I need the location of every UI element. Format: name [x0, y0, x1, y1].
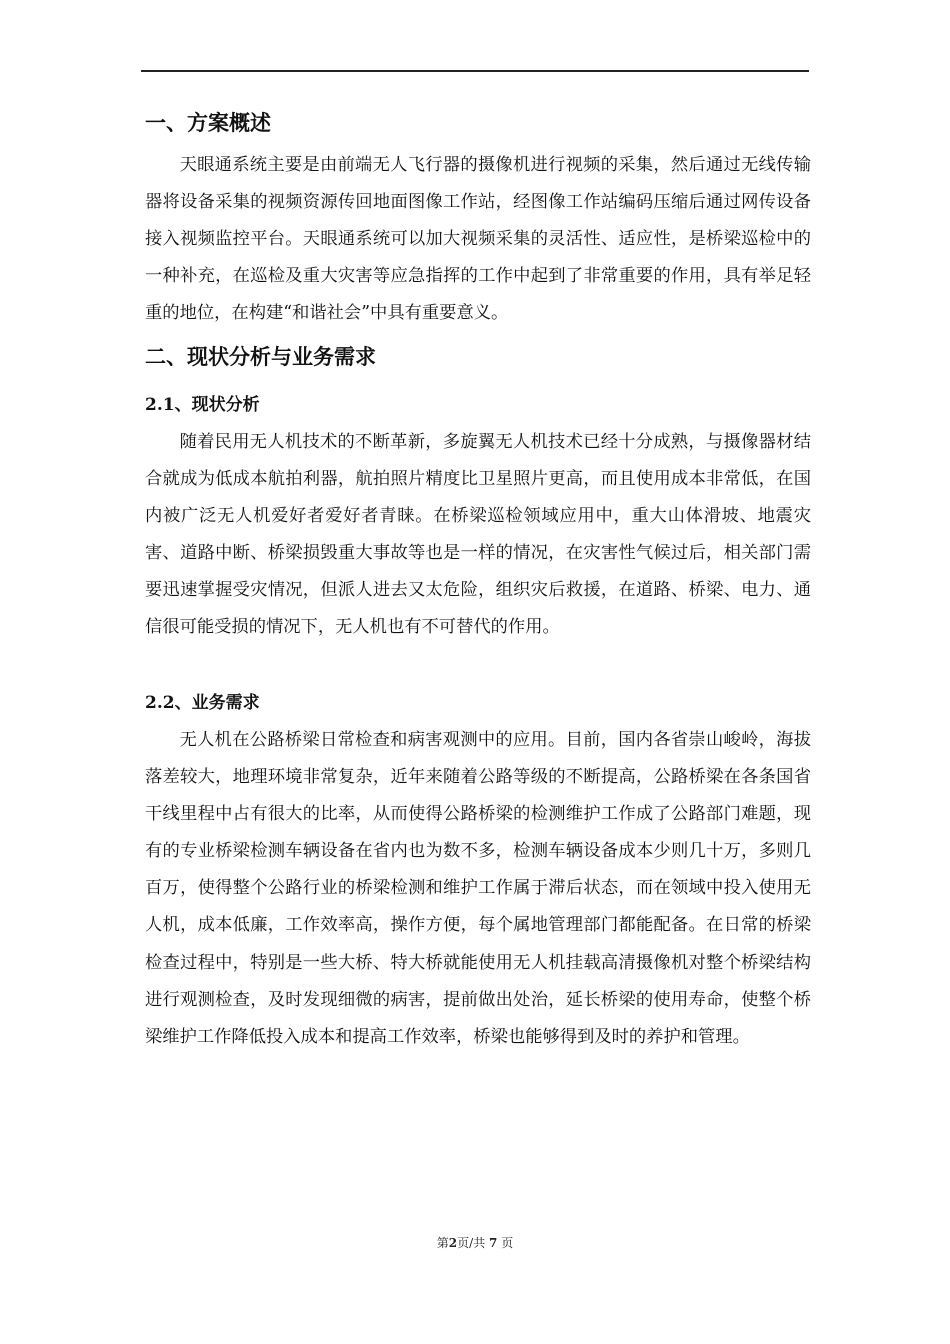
- overview-paragraph: 天眼通系统主要是由前端无人飞行器的摄像机进行视频的采集，然后通过无线传输器将设备采集的视频资源传回地面图像工作站，经图像工作站编码压缩后通过网传设备接入视频监控平台。天眼通系统可以加大视频采集的灵活性、适应性，是桥梁巡检中的一种补充，在巡检及重大灾害等应急指挥的工作中起到了非常重要的作用，具有举足轻重的地位，在构建“和谐社会”中具有重要意义。: [145, 155, 811, 324]
- subsection-heading-demand: 2.2、业务需求: [145, 693, 260, 713]
- header-rule: [141, 70, 809, 72]
- page-footer: [0, 1234, 950, 1251]
- total-pages-number: 7: [489, 1236, 498, 1250]
- footer-prefix: 第: [436, 1236, 449, 1250]
- section-heading-overview: 一、方案概述: [145, 110, 271, 135]
- demand-paragraph: 无人机在公路桥梁日常检查和病害观测中的应用。目前，国内各省崇山峻岭，海拔落差较大，地理环境非常复杂，近年来随着公路等级的不断提高，公路桥梁在各条国省干线里程中占有很大的比率，从而使得公路桥梁的检测维护工作成了公路部门难题，现有的专业桥梁检测车辆设备在省内也为数不多，检测车辆设备成本少则几十万，多则几百万，使得整个公路行业的桥梁检测和维护工作属于滞后状态，而在领域中投入使用无人机，成本低廉，工作效率高，操作方便，每个属地管理部门都能配备。在日常的桥梁检查过程中，特别是一些大桥、特大桥就能使用无人机挂载高清摄像机对整个桥梁结构进行观测检查，及时发现细微的病害，提前做出处治，延长桥梁的使用寿命，使整个桥梁维护工作降低投入成本和提高工作效率，桥梁也能够得到及时的养护和管理。: [145, 730, 811, 1047]
- footer-suffix: 页: [497, 1236, 514, 1250]
- section-heading-status: 二、现状分析与业务需求: [145, 344, 376, 369]
- analysis-paragraph: 随着民用无人机技术的不断革新，多旋翼无人机技术已经十分成熟，与摄像器材结合就成为低成本航拍利器，航拍照片精度比卫星照片更高，而且使用成本非常低，在国内被广泛无人机爱好者爱好者青睐。在桥梁巡检领域应用中，重大山体滑坡、地震灾害、道路中断、桥梁损毁重大事故等也是一样的情况，在灾害性气候过后，相关部门需要迅速掌握受灾情况，但派人进去又太危险，组织灾后救援，在道路、桥梁、电力、通信很可能受损的情况下，无人机也有不可替代的作用。: [145, 432, 811, 638]
- footer-middle: 页/共: [457, 1236, 490, 1250]
- subsection-heading-analysis: 2.1、现状分析: [145, 395, 260, 415]
- current-page-number: 2: [448, 1236, 458, 1250]
